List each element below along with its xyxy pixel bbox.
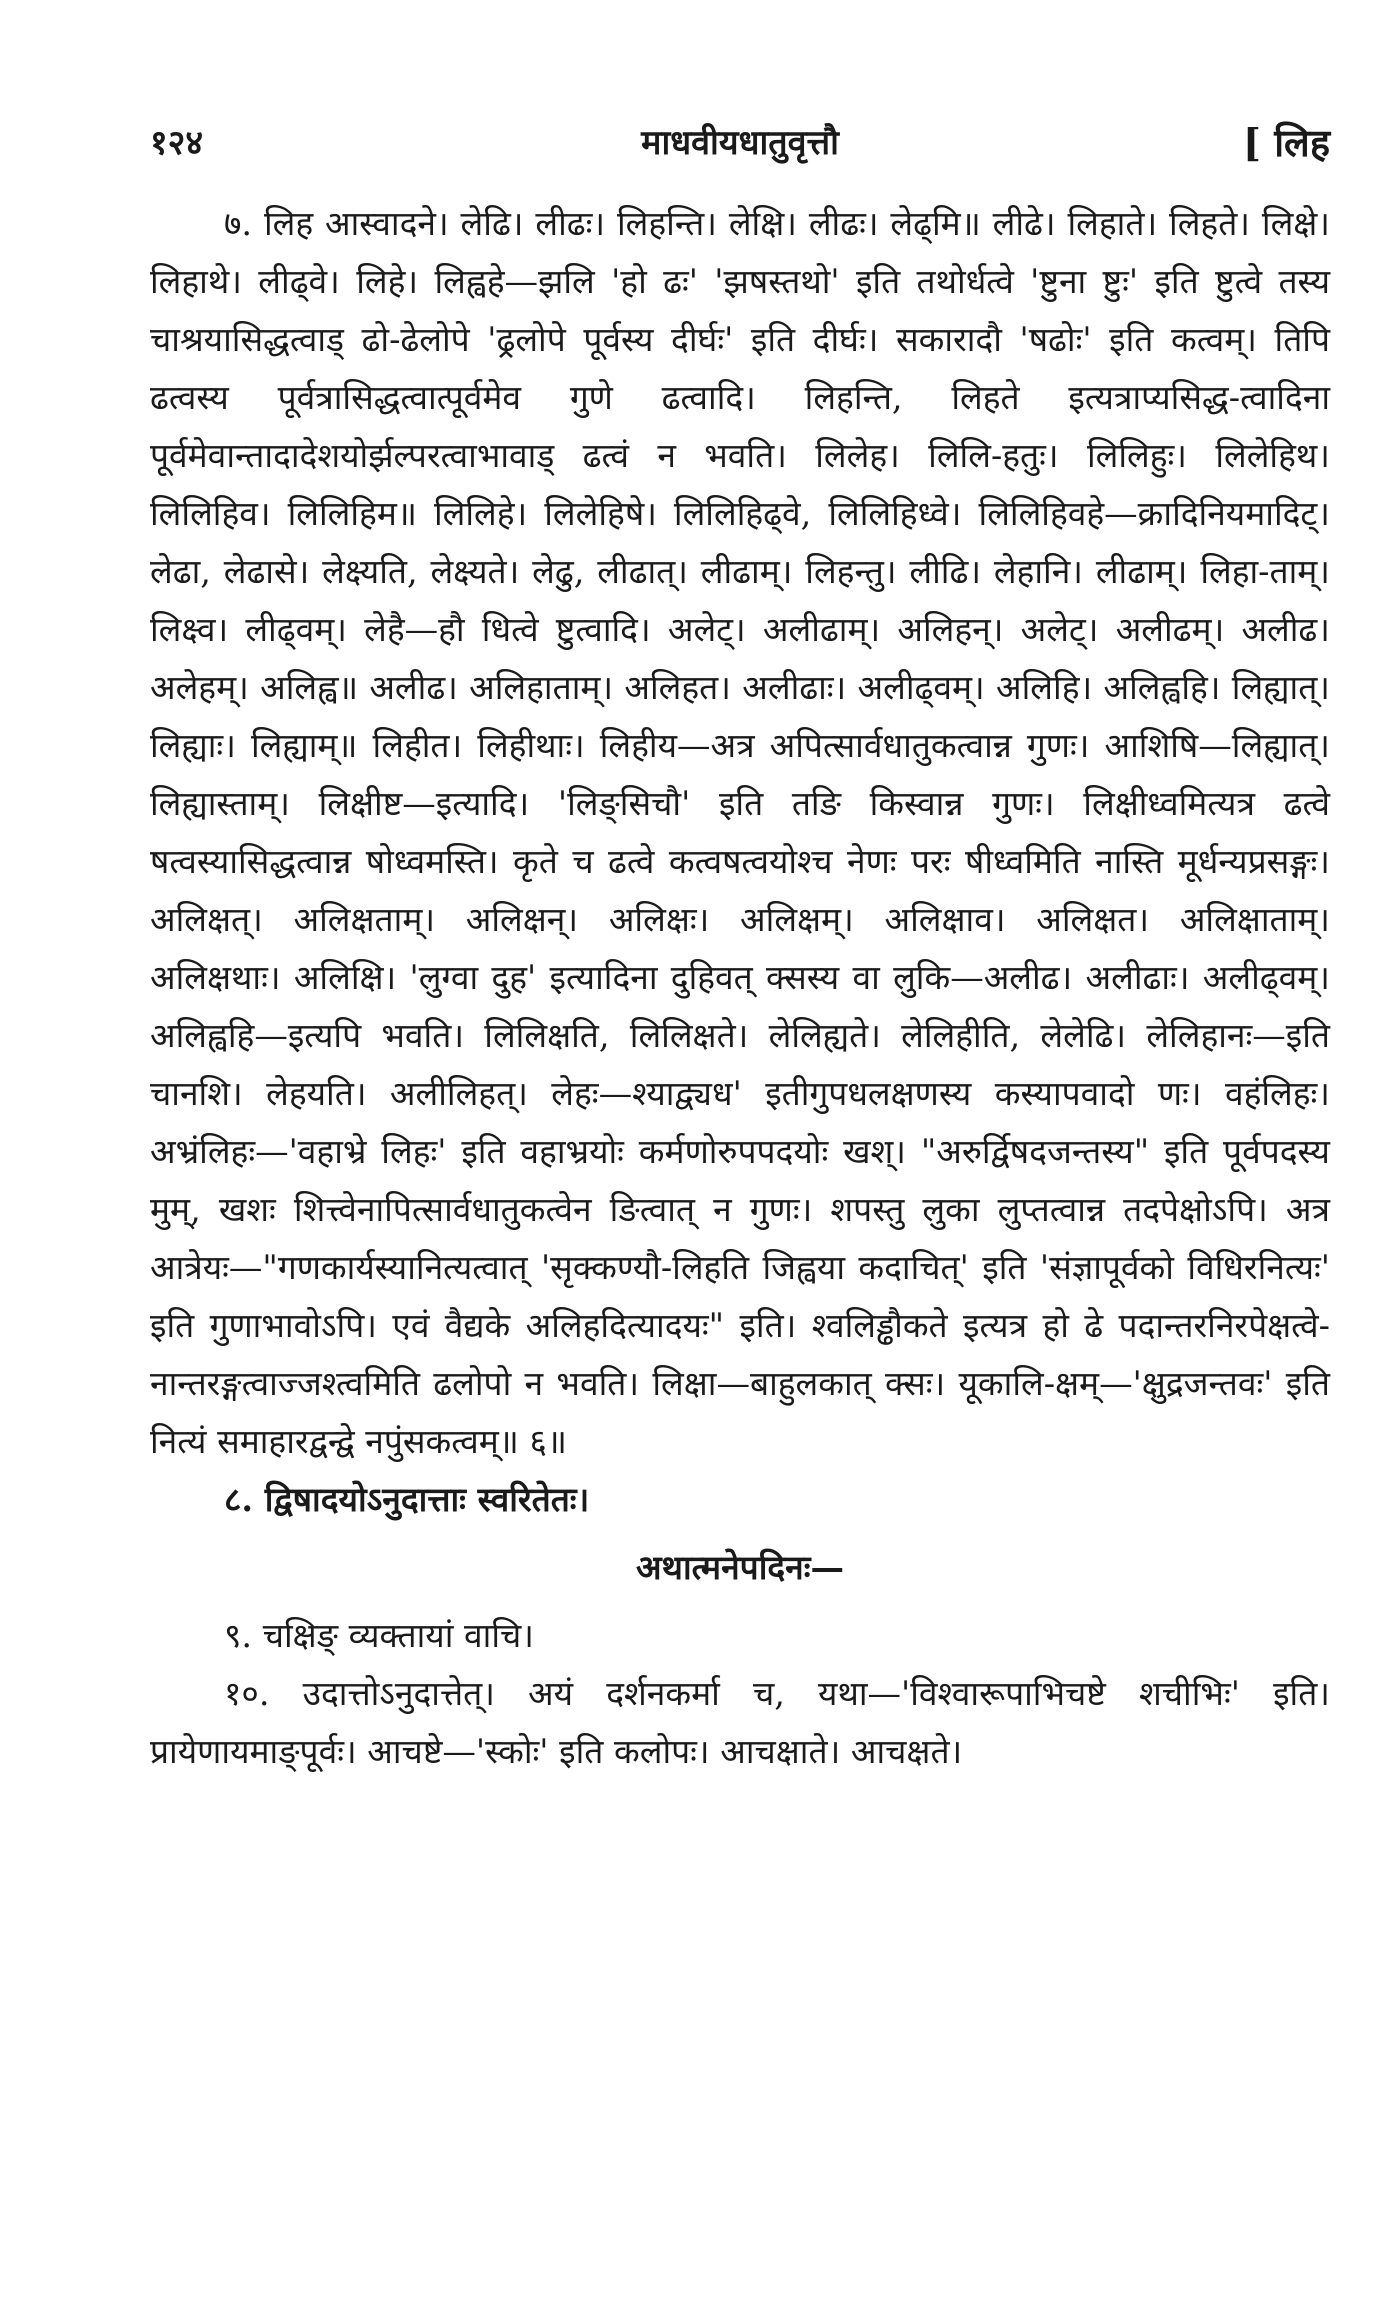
body-text	[150, 195, 1330, 1781]
paragraph-udattah: १०. उदात्तोऽनुदात्तेत्। अयं दर्शनकर्मा च, यथा—'विश्वारूपाभिचष्टे शचीभिः' इति। प्रायेणायमाङ्पूर्वः। आचष्टे—'स्कोः' इति कलोपः। आचक्षाते। आचक्षते।	[150, 1674, 1330, 1771]
paragraph-dvishadayah: ८. द्विषादयोऽनुदात्ताः स्वरितेतः।	[224, 1480, 590, 1519]
running-title: माधवीयधातुवृत्तौ	[641, 123, 839, 163]
page-number: १२४	[150, 123, 204, 163]
section-heading-atmanepadinah: अथात्मनेपदिनः—	[635, 1548, 845, 1587]
paragraph-lih: ७. लिह आस्वादने। लेढि। लीढः। लिहन्ति। लेक्षि। लीढः। लेढ्मि॥ लीढे। लिहाते। लिहते। लिक्षे। लिहाथे। लीढ्वे। लिहे। लिह्वहे—झलि 'हो ढः' 'झषस्तथो' इति तथोर्धत्वे 'ष्टुना ष्टुः' इति ष्टुत्वे तस्य चाश्रयासिद्धत्वाड् ढो-ढेलोपे 'ढ्रलोपे पूर्वस्य दीर्घः' इति दीर्घः। सकारादौ 'षढोः' इति कत्वम्। तिपि ढत्वस्य पूर्वत्रासिद्धत्वात्पूर्वमेव गुणे ढत्वादि। लिहन्ति, लिहते इत्यत्राप्यसिद्ध-त्वादिना पूर्वमेवान्तादादेशयोर्झल्परत्वाभावाड् ढत्वं न भवति। लिलेह। लिलि-हतुः। लिलिहुः। लिलेहिथ। लिलिहिव। लिलिहिम॥ लिलिहे। लिलेहिषे। लिलिहिढ्वे, लिलिहिध्वे। लिलिहिवहे—क्रादिनियमादिट्। लेढा, लेढासे। लेक्ष्यति, लेक्ष्यते। लेढु, लीढात्। लीढाम्। लिहन्तु। लीढि। लेहानि। लीढाम्। लिहा-ताम्। लिक्ष्व। लीढ्वम्। लेहै—हौ धित्वे ष्टुत्वादि। अलेट्। अलीढाम्। अलिहन्। अलेट्। अलीढम्। अलीढ। अलेहम्। अलिह्व॥ अलीढ। अलिहाताम्। अलिहत। अलीढाः। अलीढ्वम्। अलिहि। अलिह्वहि। लिह्यात्। लिह्याः। लिह्याम्॥ लिहीत। लिहीथाः। लिहीय—अत्र अपित्सार्वधातुकत्वान्न गुणः। आशिषि—लिह्यात्। लिह्यास्ताम्। लिक्षीष्ट—इत्यादि। 'लिङ्सिचौ' इति तङि किस्वान्न गुणः। लिक्षीध्वमित्यत्र ढत्वे षत्वस्यासिद्धत्वान्न षोध्वमस्ति। कृते च ढत्वे कत्वषत्वयोश्च नेणः परः षीध्वमिति नास्ति मूर्धन्यप्रसङ्गः। अलिक्षत्। अलिक्षताम्। अलिक्षन्। अलिक्षः। अलिक्षम्। अलिक्षाव। अलिक्षत। अलिक्षाताम्। अलिक्षथाः। अलिक्षि। 'लुग्वा दुह' इत्यादिना दुहिवत् क्सस्य वा लुकि—अलीढ। अलीढाः। अलीढ्वम्। अलिह्वहि—इत्यपि भवति। लिलिक्षति, लिलिक्षते। लेलिह्यते। लेलिहीति, लेलेढि। लेलिहानः—इति चानशि। लेहयति। अलीलिहत्। लेहः—श्याद्व्यध' इतीगुपधलक्षणस्य कस्यापवादो णः। वहंलिहः। अभ्रंलिहः—'वहाभ्रे लिहः' इति वहाभ्रयोः कर्मणोरुपपदयोः खश्। "अरुर्द्विषदजन्तस्य" इति पूर्वपदस्य मुम्, खशः शित्त्वेनापित्सार्वधातुकत्वेन ङित्वात् न गुणः। शपस्तु लुका लुप्तत्वान्न तदपेक्षोऽपि। अत्र आत्रेयः—"गणकार्यस्यानित्यत्वात् 'सृक्कण्यौ-लिहति जिह्वया कदाचित्' इति 'संज्ञापूर्वको विधिरनित्यः' इति गुणाभावोऽपि। एवं वैद्यके अलिहदित्यादयः" इति। श्वलिड्ढौकते इत्यत्र हो ढे पदान्तरनिरपेक्षत्वे-नान्तरङ्गत्वाज्जश्त्वमिति ढलोपो न भवति। लिक्षा—बाहुलकात् क्सः। यूकालि-क्षम्—'क्षुद्रजन्तवः' इति नित्यं समाहारद्वन्द्वे नपुंसकत्वम्॥ ६॥	[150, 204, 1330, 1461]
section-marker: [ लिह	[1243, 120, 1330, 165]
page-header	[150, 118, 1330, 168]
paragraph-chakshing: ९. चक्षिङ् व्यक्तायां वाचि।	[224, 1616, 534, 1655]
